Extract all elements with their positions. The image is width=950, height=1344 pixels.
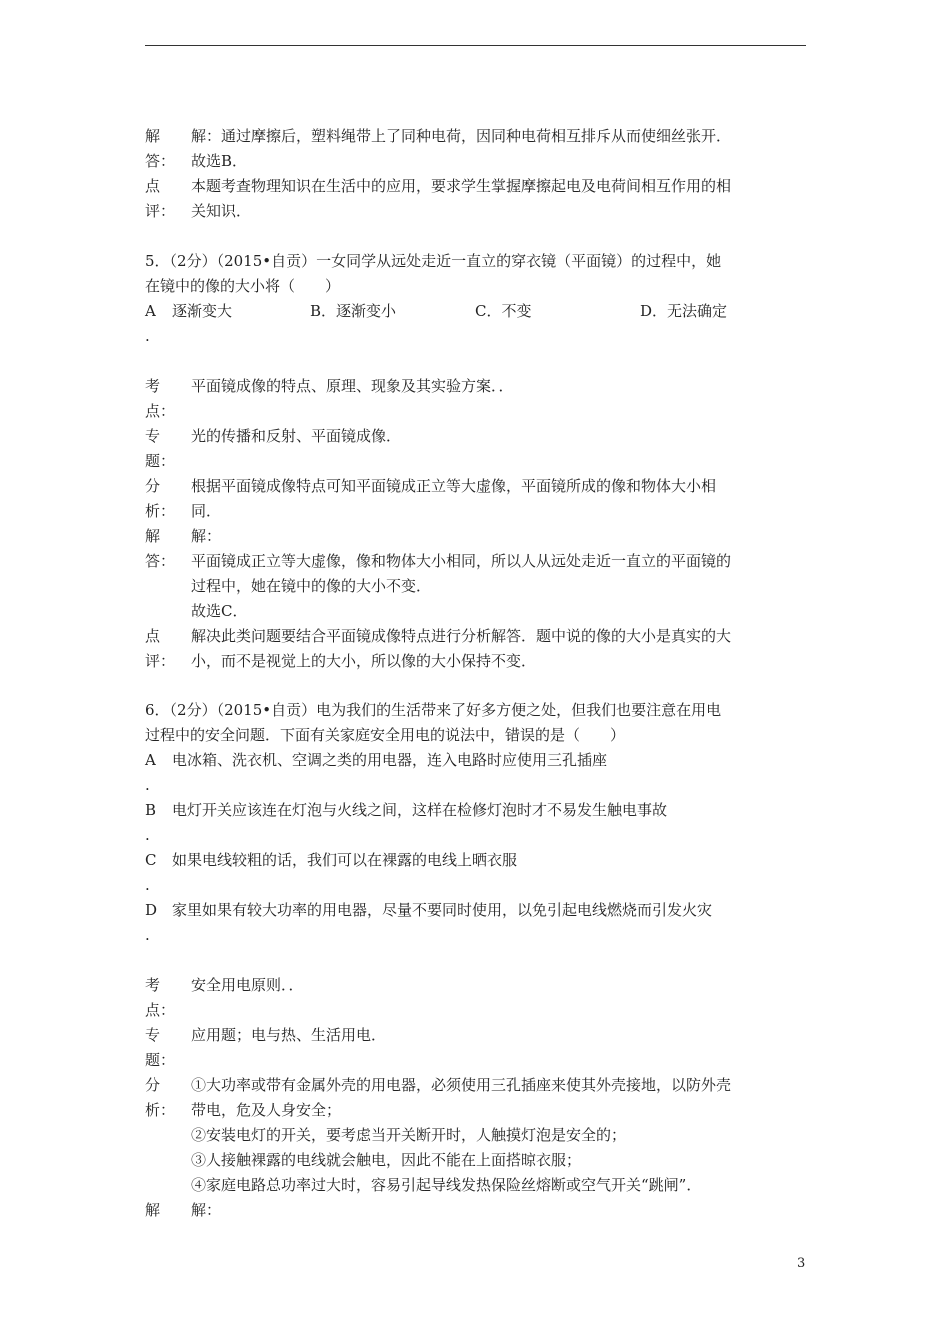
comment-text: 本题考查物理知识在生活中的应用，要求学生掌握摩擦起电及电荷间相互作用的相 xyxy=(191,177,732,195)
q6-option-b-label: B xyxy=(145,801,157,819)
q6-zhuan-text: 应用题；电与热、生活用电． xyxy=(191,1026,387,1044)
q5-option-d: D．无法确定 xyxy=(640,302,728,320)
q5-zhuan-text: 光的传播和反射、平面镜成像． xyxy=(191,427,402,445)
q6-option-d-label: D xyxy=(145,901,158,919)
label-jie: 答： xyxy=(145,152,176,170)
q5-label-jie: 答： xyxy=(145,552,176,570)
q6-label-fen: 分 xyxy=(145,1076,161,1094)
q5-label-zhuan: 题： xyxy=(145,452,176,470)
q6-kao-text: 安全用电原则．． xyxy=(191,976,304,994)
q5-option-a-dot: . xyxy=(145,327,150,345)
page-number: 3 xyxy=(797,1256,806,1271)
q5-label-jie: 解 xyxy=(145,527,161,545)
q6-label-jie: 解 xyxy=(145,1201,161,1219)
q6-option-a-label: A xyxy=(145,751,156,769)
q5-stem: 5．（2分）（2015•自贡）一女同学从远处走近一直立的穿衣镜（平面镜）的过程中，她 xyxy=(145,252,722,270)
q6-option-d: 家里如果有较大功率的用电器，尽量不要同时使用，以免引起电线燃烧而引发火灾 xyxy=(172,901,713,919)
q5-label-zhuan: 专 xyxy=(145,427,161,445)
q5-label-dian: 点 xyxy=(145,627,161,645)
q6-fen-text: ③人接触裸露的电线就会触电，因此不能在上面搭晾衣服； xyxy=(191,1151,582,1169)
answer-text: 故选B． xyxy=(191,152,248,170)
q5-jie-text: 平面镜成正立等大虚像，像和物体大小相同，所以人从远处走近一直立的平面镜的 xyxy=(191,552,732,570)
q5-option-a: 逐渐变大 xyxy=(172,302,233,320)
q6-label-kao: 点： xyxy=(145,1001,176,1019)
label-dian: 评： xyxy=(145,202,176,220)
q6-option-c-dot: . xyxy=(145,876,150,894)
q5-fen-text: 同． xyxy=(191,502,222,520)
q6-option-a-dot: . xyxy=(145,776,150,794)
q6-label-fen: 析： xyxy=(145,1101,176,1119)
q5-dian-text: 解决此类问题要结合平面镜成像特点进行分析解答．题中说的像的大小是真实的大 xyxy=(191,627,732,645)
q6-option-b-dot: . xyxy=(145,826,150,844)
answer-text: 解：通过摩擦后，塑料绳带上了同种电荷，因同种电荷相互排斥从而使细丝张开． xyxy=(191,127,732,145)
q6-fen-text: ④家庭电路总功率过大时，容易引起导线发热保险丝熔断或空气开关“跳闸”． xyxy=(191,1176,702,1194)
q5-label-kao: 考 xyxy=(145,377,161,395)
q5-dian-text: 小，而不是视觉上的大小，所以像的大小保持不变． xyxy=(191,652,537,670)
q5-stem: 在镜中的像的大小将（ ） xyxy=(145,277,341,295)
q5-label-fen: 分 xyxy=(145,477,161,495)
q6-option-c-label: C xyxy=(145,851,157,869)
q5-fen-text: 根据平面镜成像特点可知平面镜成正立等大虚像，平面镜所成的像和物体大小相 xyxy=(191,477,717,495)
q6-option-d-dot: . xyxy=(145,926,150,944)
q5-option-a-label: A xyxy=(145,302,156,320)
label-jie: 解 xyxy=(145,127,161,145)
q6-jie-text: 解： xyxy=(191,1201,222,1219)
label-dian: 点 xyxy=(145,177,161,195)
q6-label-zhuan: 专 xyxy=(145,1026,161,1044)
header-rule xyxy=(145,45,806,46)
q5-option-b: B．逐渐变小 xyxy=(310,302,397,320)
q5-option-c: C．不变 xyxy=(475,302,532,320)
q6-label-kao: 考 xyxy=(145,976,161,994)
q6-stem: 6．（2分）（2015•自贡）电为我们的生活带来了好多方便之处，但我们也要注意在用电 xyxy=(145,701,722,719)
comment-text: 关知识． xyxy=(191,202,252,220)
q6-label-zhuan: 题： xyxy=(145,1051,176,1069)
q6-fen-text: ①大功率或带有金属外壳的用电器，必须使用三孔插座来使其外壳接地，以防外壳 xyxy=(191,1076,732,1094)
q5-label-kao: 点： xyxy=(145,402,176,420)
q6-option-b: 电灯开关应该连在灯泡与火线之间，这样在检修灯泡时才不易发生触电事故 xyxy=(172,801,668,819)
q5-label-dian: 评： xyxy=(145,652,176,670)
q5-label-fen: 析： xyxy=(145,502,176,520)
q5-jie-text: 过程中，她在镜中的像的大小不变． xyxy=(191,577,432,595)
q6-option-c: 如果电线较粗的话，我们可以在裸露的电线上晒衣服 xyxy=(172,851,518,869)
q5-jie-text: 故选C． xyxy=(191,602,248,620)
q6-option-a: 电冰箱、洗衣机、空调之类的用电器，连入电路时应使用三孔插座 xyxy=(172,751,608,769)
q5-jie-text: 解： xyxy=(191,527,222,545)
q6-stem: 过程中的安全问题．下面有关家庭安全用电的说法中，错误的是（ ） xyxy=(145,726,626,744)
q6-fen-text: ②安装电灯的开关，要考虑当开关断开时，人触摸灯泡是安全的； xyxy=(191,1126,627,1144)
q6-fen-text: 带电，危及人身安全； xyxy=(191,1101,342,1119)
q5-kao-text: 平面镜成像的特点、原理、现象及其实验方案．． xyxy=(191,377,514,395)
